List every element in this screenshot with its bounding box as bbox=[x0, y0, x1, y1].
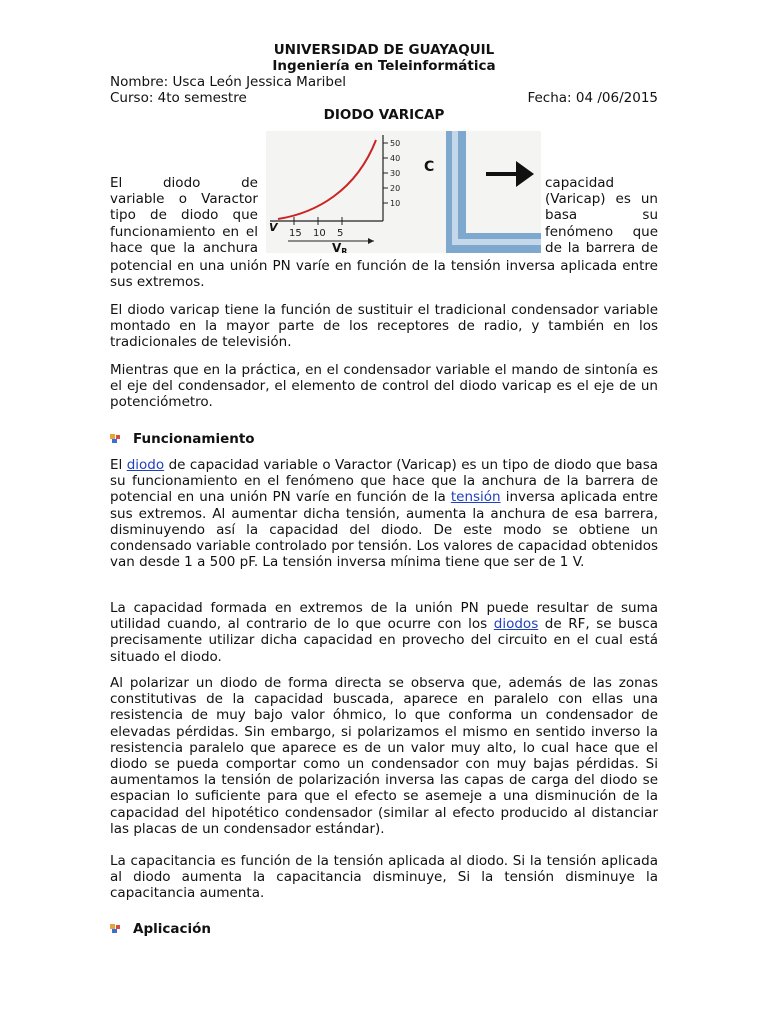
varicap-figure bbox=[266, 131, 541, 253]
paragraph-control: Mientras que en la práctica, en el condensador variable el mando de sintonía es el eje del condensador, el elemento de control del diodo varicap es el eje de un potenciómetro. bbox=[110, 362, 658, 411]
date: Fecha: 04 /06/2015 bbox=[527, 90, 658, 106]
word: de bbox=[241, 175, 258, 191]
paragraph-funcionamiento-3: Al polarizar un diodo de forma directa se observa que, además de las zonas constitutivas de la capacidad buscada, aparece en paralelo con ellas una resistencia de muy bajo valor óhmico, lo que conforma un condensador de elevadas pérdidas. Sin embargo, si polarizamos el mismo en sentido inverso la resistencia paralelo que aparece es de un valor muy alto, lo cual hace que el diodo se pueda comportar como un condensador con muy bajas pérdidas. Si aumentamos la tensión de polarización inversa las capas de carga del diodo se espacian lo suficiente para que el efecto se asemeje a una disminución de la capacidad del hipotético condensador (similar al efecto producido al distanciar las placas de un condensador estándar). bbox=[110, 675, 658, 837]
word: El bbox=[110, 175, 123, 191]
intro-right-column bbox=[545, 175, 658, 256]
y-tick-label: 30 bbox=[390, 169, 401, 178]
word: la bbox=[183, 239, 196, 256]
word: variable bbox=[110, 191, 165, 208]
word: (Varicap) bbox=[545, 191, 606, 208]
x-axis-label: V bbox=[269, 221, 278, 234]
word: funcionamiento bbox=[110, 223, 216, 240]
word: que bbox=[232, 207, 258, 224]
course: Curso: 4to semestre bbox=[110, 90, 247, 106]
intro-left-row bbox=[110, 207, 258, 223]
y-tick-label: 10 bbox=[390, 199, 401, 208]
bullet-icon bbox=[110, 924, 122, 934]
word: capacidad bbox=[545, 175, 615, 191]
word: Varactor bbox=[201, 191, 258, 208]
university-name: UNIVERSIDAD DE GUAYAQUIL bbox=[273, 42, 495, 58]
paragraph-funcionamiento-4: La capacitancia es función de la tensión aplicada al diodo. Si la tensión aplicada al diodo aumenta la capacitancia disminuye, Si la tensión disminuye la capacitancia aumenta. bbox=[110, 853, 658, 902]
vr-label-sub: R bbox=[341, 247, 348, 253]
heading-text: Funcionamiento bbox=[133, 431, 255, 447]
vr-label-base: V bbox=[332, 241, 342, 253]
x-tick-label: 15 bbox=[289, 228, 302, 239]
plate-highlight-h bbox=[452, 239, 541, 245]
x-tick-label: 5 bbox=[337, 228, 344, 239]
bullet-icon bbox=[110, 434, 122, 444]
link-diodo[interactable]: diodo bbox=[126, 457, 165, 473]
intro-right-row bbox=[545, 191, 658, 207]
word: el bbox=[245, 223, 258, 240]
paragraph-funcionamiento-2: La capacidad formada en extremos de la unión PN puede resultar de suma utilidad cuando, al contrario de lo que ocurre con los diodos de RF, se busca precisamente utilizar dicha capacidad en provecho del circuito en el cual está situado el diodo. bbox=[110, 600, 659, 665]
intro-right-row bbox=[545, 240, 658, 256]
word: de bbox=[641, 239, 658, 256]
word: diodo bbox=[162, 175, 201, 191]
word: es bbox=[615, 191, 631, 208]
plate-highlight bbox=[452, 131, 458, 239]
word: la bbox=[567, 239, 580, 256]
c-label: C bbox=[424, 159, 435, 175]
word: hace bbox=[110, 239, 143, 256]
intro-right-row bbox=[545, 224, 658, 240]
heading-text: Aplicación bbox=[133, 921, 211, 937]
word: anchura bbox=[202, 239, 258, 256]
intro-right-row bbox=[545, 175, 658, 191]
word: de bbox=[545, 239, 562, 256]
faculty-name: Ingeniería en Teleinformática bbox=[272, 58, 496, 74]
intro-right-row bbox=[545, 207, 658, 223]
paragraph-function: El diodo varicap tiene la función de sustituir el tradicional condensador variable montado en la mayor parte de los receptores de radio, y también en los tradicionales de televisión. bbox=[110, 302, 658, 351]
student-name: Nombre: Usca León Jessica Maribel bbox=[110, 74, 347, 90]
y-tick-label: 40 bbox=[390, 154, 401, 163]
x-tick-label: 10 bbox=[313, 228, 326, 239]
intro-left-row bbox=[110, 191, 258, 207]
y-tick-label: 20 bbox=[390, 184, 401, 193]
intro-left-column bbox=[110, 175, 258, 256]
word: fenómeno bbox=[545, 223, 614, 240]
word: diodo bbox=[181, 207, 219, 224]
word: en bbox=[222, 223, 240, 240]
word: un bbox=[640, 191, 658, 208]
intro-continuation: potencial en una unión PN varíe en función de la tensión inversa aplicada entre sus extremos. bbox=[110, 258, 658, 291]
word: que bbox=[150, 239, 176, 256]
word: de bbox=[150, 207, 167, 224]
word: que bbox=[632, 223, 658, 240]
word: tipo bbox=[110, 207, 136, 224]
page-title: DIODO VARICAP bbox=[323, 107, 445, 123]
word: barrera bbox=[585, 239, 636, 256]
intro-left-row bbox=[110, 224, 258, 240]
y-tick-label: 50 bbox=[390, 139, 401, 148]
paragraph-funcionamiento-1: El diodo de capacidad variable o Varactor (Varicap) es un tipo de diodo que basa su funcionamiento en el fenómeno que hace que la anchura de la barrera de potencial en una unión PN varíe en función de la tensión inversa aplicada entre sus extremos. Al aumentar dicha tensión, aumenta la anchura de esa barrera, disminuyendo así la capacidad del diodo. De este modo se obtiene un condensado variable controlado por tensión. Los valores de capacidad obtenidos van desde 1 a 500 pF. La tensión inversa mínima tiene que ser de 1 V. bbox=[110, 457, 658, 571]
intro-left-row bbox=[110, 175, 258, 191]
word: su bbox=[642, 207, 658, 224]
link-tension[interactable]: tensión bbox=[450, 489, 501, 506]
word: basa bbox=[545, 207, 578, 224]
intro-left-row bbox=[110, 240, 258, 256]
word: o bbox=[178, 191, 187, 208]
link-diodos[interactable]: diodos bbox=[493, 616, 539, 633]
